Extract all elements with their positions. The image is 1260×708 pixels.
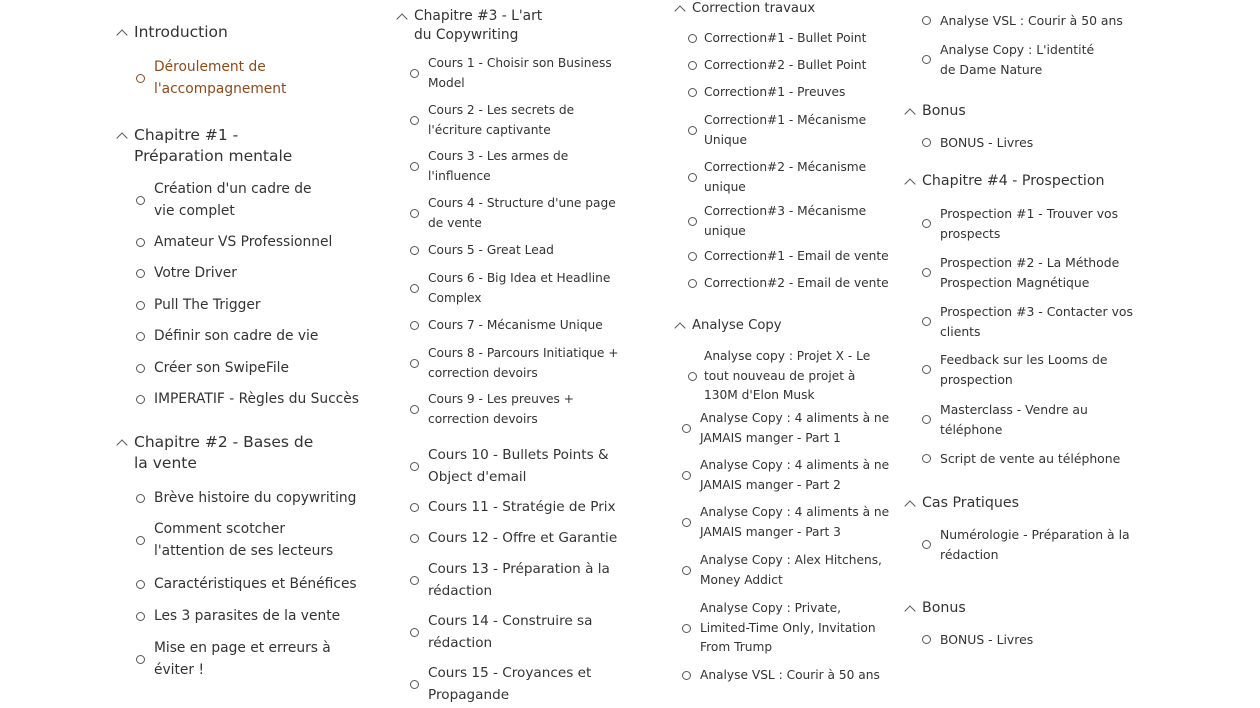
lesson-label: Analyse Copy : 4 aliments à ne JAMAIS manger - Part 2 bbox=[700, 458, 890, 492]
status-circle-icon bbox=[410, 162, 419, 171]
lesson-item[interactable] bbox=[676, 599, 886, 658]
chevron-up-icon bbox=[904, 178, 915, 189]
lesson-item[interactable] bbox=[398, 344, 620, 383]
status-circle-icon bbox=[136, 612, 145, 621]
lesson-item[interactable] bbox=[118, 56, 287, 100]
outline-column-2 bbox=[398, 0, 620, 708]
lesson-label: BONUS - Livres bbox=[940, 632, 1034, 647]
lesson-label: Cours 1 - Choisir son Business Model bbox=[428, 56, 612, 90]
status-circle-icon bbox=[410, 359, 419, 368]
lesson-item[interactable] bbox=[118, 487, 356, 509]
chevron-up-icon bbox=[674, 322, 685, 333]
lesson-label: Création d'un cadre de vie complet bbox=[154, 181, 312, 220]
section-header-bonus[interactable] bbox=[906, 102, 966, 121]
status-circle-icon bbox=[410, 69, 419, 78]
status-circle-icon bbox=[682, 671, 691, 680]
lesson-label: Cours 7 - Mécanisme Unique bbox=[428, 318, 603, 332]
status-circle-icon bbox=[136, 364, 145, 373]
status-circle-icon bbox=[410, 405, 419, 414]
lesson-label: Numérologie - Préparation à la rédaction bbox=[940, 527, 1130, 562]
section-title: Introduction bbox=[134, 23, 228, 41]
status-circle-icon bbox=[682, 624, 691, 633]
lesson-label: Correction#2 - Bullet Point bbox=[704, 58, 867, 72]
lesson-label: Correction#1 - Email de vente bbox=[704, 249, 889, 263]
section-header-bonus[interactable] bbox=[906, 599, 966, 618]
status-circle-icon bbox=[922, 16, 931, 25]
lesson-label: BONUS - Livres bbox=[940, 135, 1034, 150]
section-header-correction-travaux[interactable] bbox=[676, 0, 815, 18]
status-circle-icon bbox=[922, 268, 931, 277]
lesson-item[interactable] bbox=[118, 262, 237, 284]
lesson-item[interactable] bbox=[398, 390, 620, 429]
lesson-item[interactable] bbox=[118, 388, 359, 410]
outline-column-4 bbox=[906, 0, 1136, 708]
lesson-item[interactable] bbox=[676, 158, 898, 197]
lesson-item[interactable] bbox=[676, 503, 898, 542]
status-circle-icon bbox=[682, 566, 691, 575]
lesson-label: Déroulement de l'accompagnement bbox=[154, 59, 287, 98]
section-title: Chapitre #4 - Prospection bbox=[922, 173, 1105, 189]
lesson-label: Cours 4 - Structure d'une page de vente bbox=[428, 196, 616, 230]
lesson-label: Caractéristiques et Bénéfices bbox=[154, 576, 357, 592]
lesson-label: Prospection #3 - Contacter vos clients bbox=[940, 304, 1133, 339]
outline-column-1 bbox=[118, 0, 370, 708]
section-header-introduction[interactable] bbox=[118, 22, 228, 43]
status-circle-icon bbox=[136, 269, 145, 278]
chevron-up-icon bbox=[904, 108, 915, 119]
status-circle-icon bbox=[922, 219, 931, 228]
lesson-label: Analyse Copy : Private, Limited-Time Only, Invitation From Trump bbox=[700, 601, 876, 655]
lesson-item[interactable] bbox=[398, 528, 617, 550]
lesson-label: Script de vente au téléphone bbox=[940, 451, 1121, 466]
lesson-item[interactable] bbox=[676, 111, 898, 150]
status-circle-icon bbox=[688, 173, 697, 182]
status-circle-icon bbox=[136, 655, 145, 664]
lesson-label: Correction#2 - Email de vente bbox=[704, 276, 889, 290]
status-circle-icon bbox=[136, 580, 145, 589]
section-title: Chapitre #2 - Bases de la vente bbox=[134, 433, 314, 472]
status-circle-icon bbox=[682, 471, 691, 480]
lesson-item[interactable] bbox=[906, 302, 1136, 342]
lesson-item[interactable] bbox=[676, 202, 898, 241]
status-circle-icon bbox=[688, 279, 697, 288]
lesson-label: Mise en page et erreurs à éviter ! bbox=[154, 640, 331, 679]
lesson-item[interactable] bbox=[398, 611, 620, 655]
lesson-label: Les 3 parasites de la vente bbox=[154, 608, 341, 624]
lesson-label: Analyse Copy : Alex Hitchens, Money Addict bbox=[700, 553, 882, 587]
lesson-item[interactable] bbox=[676, 29, 866, 49]
lesson-label: Brève histoire du copywriting bbox=[154, 490, 357, 506]
lesson-item[interactable] bbox=[118, 294, 261, 316]
status-circle-icon bbox=[688, 34, 697, 43]
section-header-cas-pratiques[interactable] bbox=[906, 494, 1019, 513]
lesson-item[interactable] bbox=[676, 347, 884, 406]
lesson-label: Pull The Trigger bbox=[154, 297, 261, 313]
lesson-label: Cours 13 - Préparation à la rédaction bbox=[428, 561, 610, 599]
status-circle-icon bbox=[922, 317, 931, 326]
section-header-chapitre-4-prospection[interactable] bbox=[906, 172, 1105, 191]
section-title: Chapitre #1 - Préparation mentale bbox=[134, 126, 293, 165]
lesson-label: Cours 5 - Great Lead bbox=[428, 243, 554, 257]
lesson-item[interactable] bbox=[398, 269, 620, 308]
lesson-item[interactable] bbox=[906, 525, 1136, 565]
lesson-label: Analyse copy : Projet X - Le tout nouveau de projet à 130M d'Elon Musk bbox=[704, 349, 871, 403]
status-circle-icon bbox=[410, 321, 419, 330]
lesson-item[interactable] bbox=[398, 147, 620, 186]
status-circle-icon bbox=[410, 462, 419, 471]
section-title: Bonus bbox=[922, 103, 966, 119]
status-circle-icon bbox=[688, 61, 697, 70]
section-header-chapitre-1-preparation-mentale[interactable] bbox=[118, 125, 324, 167]
lesson-item[interactable] bbox=[676, 666, 880, 686]
lesson-item[interactable] bbox=[906, 133, 1033, 153]
lesson-label: Cours 12 - Offre et Garantie bbox=[428, 530, 618, 546]
status-circle-icon bbox=[136, 301, 145, 310]
status-circle-icon bbox=[922, 365, 931, 374]
chevron-up-icon bbox=[904, 605, 915, 616]
lesson-label: Analyse Copy : 4 aliments à ne JAMAIS manger - Part 1 bbox=[700, 411, 890, 445]
status-circle-icon bbox=[136, 238, 145, 247]
status-circle-icon bbox=[682, 518, 691, 527]
status-circle-icon bbox=[410, 534, 419, 543]
lesson-item[interactable] bbox=[906, 630, 1033, 650]
lesson-label: IMPERATIF - Règles du Succès bbox=[154, 391, 359, 407]
lesson-label: Cours 11 - Stratégie de Prix bbox=[428, 499, 616, 515]
status-circle-icon bbox=[688, 372, 697, 381]
status-circle-icon bbox=[688, 88, 697, 97]
lesson-label: Cours 6 - Big Idea et Headline Complex bbox=[428, 271, 611, 305]
lesson-item[interactable] bbox=[118, 637, 366, 681]
chevron-up-icon bbox=[396, 13, 407, 24]
lesson-label: Cours 15 - Croyances et Propagande bbox=[428, 665, 592, 703]
lesson-item[interactable] bbox=[676, 56, 866, 76]
lesson-item[interactable] bbox=[398, 497, 616, 519]
lesson-item[interactable] bbox=[398, 445, 620, 489]
status-circle-icon bbox=[136, 494, 145, 503]
section-header-chapitre-2-bases-de-la-vente[interactable] bbox=[118, 432, 324, 474]
lesson-item[interactable] bbox=[398, 241, 554, 261]
lesson-label: Cours 3 - Les armes de l'influence bbox=[428, 149, 569, 183]
lesson-label: Feedback sur les Looms de prospection bbox=[940, 352, 1108, 387]
lesson-label: Masterclass - Vendre au téléphone bbox=[940, 402, 1088, 437]
lesson-item[interactable] bbox=[398, 54, 620, 93]
lesson-item[interactable] bbox=[118, 178, 324, 222]
chevron-up-icon bbox=[116, 132, 127, 143]
lesson-item[interactable] bbox=[676, 247, 889, 267]
chevron-up-icon bbox=[116, 439, 127, 450]
lesson-label: Analyse VSL : Courir à 50 ans bbox=[700, 668, 880, 682]
section-title: Analyse Copy bbox=[692, 318, 782, 333]
lesson-label: Analyse Copy : L'identité de Dame Nature bbox=[940, 42, 1095, 77]
status-circle-icon bbox=[688, 217, 697, 226]
status-circle-icon bbox=[410, 576, 419, 585]
status-circle-icon bbox=[410, 209, 419, 218]
status-circle-icon bbox=[688, 126, 697, 135]
lesson-item[interactable] bbox=[398, 316, 603, 336]
lesson-item[interactable] bbox=[906, 449, 1120, 469]
lesson-label: Prospection #1 - Trouver vos prospects bbox=[940, 206, 1119, 241]
lesson-label: Cours 8 - Parcours Initiatique + correction devoirs bbox=[428, 346, 619, 380]
lesson-label: Correction#1 - Preuves bbox=[704, 85, 846, 99]
lesson-label: Correction#1 - Bullet Point bbox=[704, 31, 867, 45]
status-circle-icon bbox=[682, 424, 691, 433]
status-circle-icon bbox=[410, 116, 419, 125]
status-circle-icon bbox=[922, 415, 931, 424]
section-title: Bonus bbox=[922, 600, 966, 616]
lesson-item[interactable] bbox=[676, 551, 898, 590]
status-circle-icon bbox=[922, 55, 931, 64]
chevron-up-icon bbox=[116, 29, 127, 40]
lesson-item[interactable] bbox=[676, 83, 845, 103]
lesson-label: Cours 14 - Construire sa rédaction bbox=[428, 613, 593, 651]
lesson-item[interactable] bbox=[398, 194, 620, 233]
status-circle-icon bbox=[922, 454, 931, 463]
lesson-item[interactable] bbox=[118, 231, 332, 253]
section-title: Chapitre #3 - L'art du Copywriting bbox=[414, 8, 543, 43]
status-circle-icon bbox=[688, 252, 697, 261]
lesson-label: Votre Driver bbox=[154, 265, 237, 281]
section-title: Cas Pratiques bbox=[922, 495, 1019, 511]
lesson-label: Analyse VSL : Courir à 50 ans bbox=[940, 13, 1123, 28]
status-circle-icon bbox=[410, 628, 419, 637]
status-circle-icon bbox=[136, 74, 145, 83]
status-circle-icon bbox=[922, 138, 931, 147]
lesson-label: Correction#3 - Mécanisme unique bbox=[704, 204, 867, 238]
lesson-item[interactable] bbox=[676, 456, 898, 495]
lesson-label: Amateur VS Professionnel bbox=[154, 234, 333, 250]
lesson-label: Cours 10 - Bullets Points & Object d'email bbox=[428, 447, 609, 485]
lesson-label: Correction#1 - Mécanisme Unique bbox=[704, 113, 867, 147]
lesson-item[interactable] bbox=[398, 101, 620, 140]
lesson-item[interactable] bbox=[906, 253, 1136, 293]
chevron-up-icon bbox=[674, 5, 685, 16]
lesson-item[interactable] bbox=[118, 573, 357, 595]
lesson-label: Cours 9 - Les preuves + correction devoirs bbox=[428, 392, 574, 426]
status-circle-icon bbox=[136, 536, 145, 545]
lesson-item[interactable] bbox=[118, 605, 340, 627]
status-circle-icon bbox=[136, 332, 145, 341]
lesson-label: Analyse Copy : 4 aliments à ne JAMAIS manger - Part 3 bbox=[700, 505, 890, 539]
lesson-item[interactable] bbox=[398, 663, 620, 707]
lesson-item[interactable] bbox=[398, 559, 620, 603]
lesson-label: Définir son cadre de vie bbox=[154, 328, 319, 344]
lesson-label: Correction#2 - Mécanisme unique bbox=[704, 160, 867, 194]
lesson-label: Créer son SwipeFile bbox=[154, 360, 290, 376]
lesson-label: Cours 2 - Les secrets de l'écriture captivante bbox=[428, 103, 575, 137]
lesson-item[interactable] bbox=[676, 274, 889, 294]
section-header-analyse-copy[interactable] bbox=[676, 317, 782, 335]
lesson-item[interactable] bbox=[118, 518, 354, 562]
lesson-item[interactable] bbox=[676, 409, 898, 448]
lesson-item[interactable] bbox=[906, 204, 1136, 244]
status-circle-icon bbox=[922, 540, 931, 549]
lesson-item[interactable] bbox=[906, 350, 1136, 390]
outline-column-3 bbox=[676, 0, 898, 708]
chevron-up-icon bbox=[904, 500, 915, 511]
lesson-item[interactable] bbox=[118, 357, 289, 379]
section-header-chapitre-3-l-art-du-copywriting[interactable] bbox=[398, 7, 564, 44]
lesson-label: Comment scotcher l'attention de ses lecteurs bbox=[154, 521, 334, 560]
lesson-item[interactable] bbox=[906, 400, 1136, 440]
status-circle-icon bbox=[922, 635, 931, 644]
status-circle-icon bbox=[410, 284, 419, 293]
lesson-item[interactable] bbox=[906, 40, 1110, 80]
status-circle-icon bbox=[136, 395, 145, 404]
lesson-item[interactable] bbox=[118, 325, 318, 347]
status-circle-icon bbox=[410, 503, 419, 512]
status-circle-icon bbox=[136, 196, 145, 205]
status-circle-icon bbox=[410, 680, 419, 689]
section-title: Correction travaux bbox=[692, 1, 816, 16]
lesson-label: Prospection #2 - La Méthode Prospection Magnétique bbox=[940, 255, 1120, 290]
status-circle-icon bbox=[410, 246, 419, 255]
lesson-item[interactable] bbox=[906, 11, 1123, 31]
